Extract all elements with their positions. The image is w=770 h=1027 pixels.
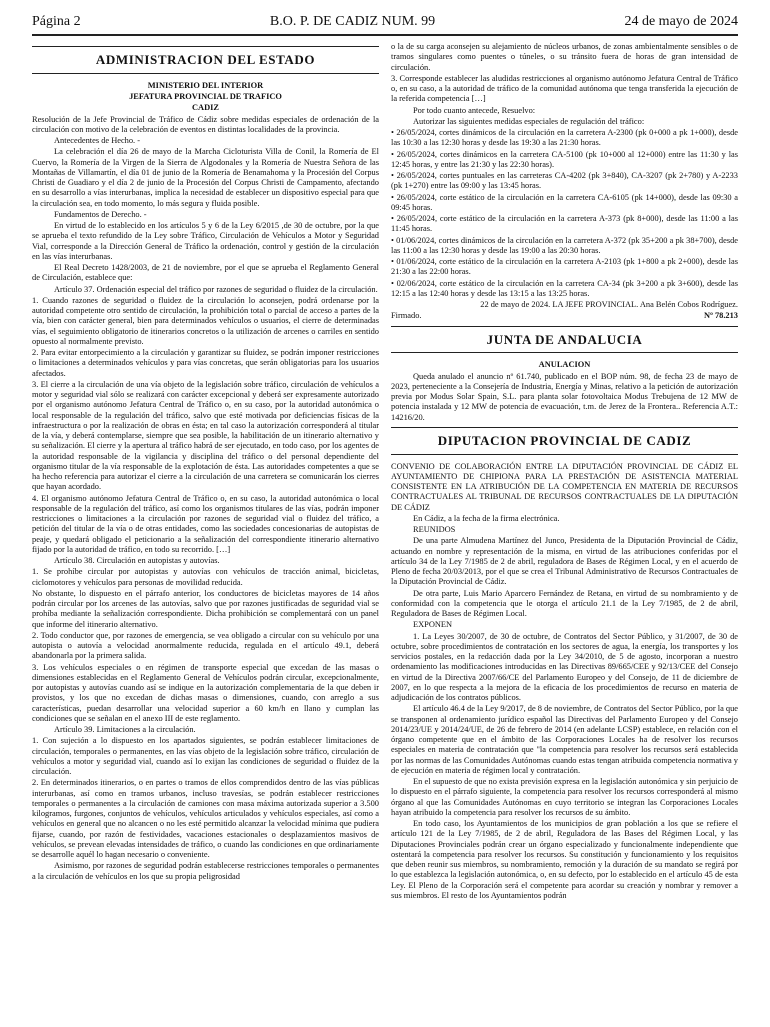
- paragraph: 1. La Leyes 30/2007, de 30 de octubre, de Contratos del Sector Público, y 31/2007, de 30 de octubre, sobre procedimientos de contratación en los sectores de agua, la energía, los transportes y los servicios postales, en la redacción dada por la Ley 34/2010, de 5 de agosto, incorporan a nuestro ordenamiento las modificaciones introducidas en las Directivas 89/665/CEE y 92/13/CEE del Consejo en virtud de la Directiva 2007/66/CE del Parlamento Europeo y del Consejo, de 11 de diciembre de 2007, en lo que respecta a la mejora de la eficacia de los procedimientos de recurso en materia de adjudicación de los contratos públicos.: [391, 631, 738, 703]
- list-item: • 01/06/2024, corte estático de la circulación en la carretera A-2103 (pk 1+800 a pk 2+000), desde las 21:30 a las 22:00 horas.: [391, 257, 738, 277]
- announcement-number: Nº 78.213: [704, 311, 738, 321]
- list-item: • 01/06/2024, cortes dinámicos de la circulación en la carretera A-372 (pk 35+200 a pk 38+700), desde las 11:00 a las 12:30 horas y desde las 19:00 a las 20:30 horas.: [391, 235, 738, 255]
- paragraph: En todo caso, los Ayuntamientos de los municipios de gran población a los que se refiere el artículo 121 de la Ley 7/1985, de 2 de abril, Reguladora de las Bases del Régimen Local, y las Diputaciones Provinciales podrán crear un órgano especializado y funcionalmente independiente que ostentará la competencia para resolver los recursos. Su constitución y funcionamiento y los requisitos que deben reunir sus miembros, su nombramiento, remoción y la duración de su mandato se regirá por lo que establezca la legislación autonómica, o, en su defecto, por lo establecido en el artículo 45 de esta Ley. El Pleno de la Corporación será el competente para acordar su creación y nombrar y remover a sus miembros. El resto de los Ayuntamientos podrán: [391, 819, 738, 900]
- paragraph: 3. Los vehículos especiales o en régimen de transporte especial que excedan de las masas o dimensiones establecidas en el Reglamento General de Vehículos podrán circular, excepcionalmente, por autopistas y autovías cuando así se indique en la autorización complementaria de la que deben ir provistos, y los que no excedan de dichas masas o dimensiones, cuando, con arreglo a sus características, puedan desarrollar una velocidad superior a 60 km/h en llano y cumplan las condiciones que se señalan en el anexo III de este reglamento.: [32, 662, 379, 723]
- paragraph: Resolución de la Jefe Provincial de Tráfico de Cádiz sobre medidas especiales de ordenación de la circulación con motivo de la celebración de eventos en distintas localidades de la provincia.: [32, 114, 379, 134]
- publication-date: 24 de mayo de 2024: [624, 14, 738, 29]
- list-item: • 02/06/2024, corte estático de la circulación en la carretera CA-34 (pk 3+200 a pk 3+600), desde las 12:15 a las 12:40 horas y desde las 13:15 a las 13:25 horas.: [391, 278, 738, 298]
- page-number: Página 2: [32, 14, 81, 29]
- paragraph: Artículo 38. Circulación en autopistas y autovías.: [54, 556, 220, 566]
- paragraph: El Real Decreto 1428/2003, de 21 de noviembre, por el que se aprueba el Reglamento General de Circulación, establece que:: [32, 263, 379, 283]
- page-header: [32, 14, 738, 36]
- paragraph: El artículo 46.4 de la Ley 9/2017, de 8 de noviembre, de Contratos del Sector Público, por la que se transponen al ordenamiento jurídico español las Directivas del Parlamento Europeo y del Consejo 2014/23/UE y 2014/24/UE, de 26 de febrero de 2014 (en adelante LCSP) establece, en relación con el órgano competente que en el ámbito de las Corporaciones Locales ha de resolver los recursos especiales en materia de contratación que "la competencia para resolver los recursos será establecida por las normas de las Comunidades Autónomas cuando estas tengan atribuida competencia normativa y de ejecución en materia de régimen local y contratación.: [391, 704, 738, 775]
- paragraph: 1. Cuando razones de seguridad o fluidez de la circulación lo aconsejen, podrá ordenarse por la autoridad competente otro sentido de circulación, la prohibición total o parcial de acceso a partes de la vía, bien con carácter general, bien para determinados vehículos o usuarios, el cierre de determinadas vías, el seguimiento obligatorio de itinerarios concretos o la utilización de arcenes o carriles en sentido opuesto al normalmente previsto.: [32, 295, 379, 346]
- paragraph: No obstante, lo dispuesto en el párrafo anterior, los conductores de bicicletas mayores de 14 años podrán circular por los arcenes de las autovías, salvo que por razones justificadas de seguridad vial se prohíba mediante la señalización correspondiente. Dicha prohibición se complementará con un panel que informe del itinerario alternativo.: [32, 588, 379, 629]
- list-item: • 26/05/2024, corte estático de la circulación en la carretera CA-6105 (pk 14+000), desde las 09:30 a 09:45 horas.: [391, 192, 738, 212]
- paragraph: Autorizar las siguientes medidas especiales de regulación del tráfico:: [413, 116, 645, 126]
- paragraph: Fundamentos de Derecho. -: [54, 209, 147, 219]
- paragraph: 3. El cierre a la circulación de una vía objeto de la legislación sobre tráfico, circulación de vehículos a motor y seguridad vial sólo se realizará con carácter excepcional y deberá ser expresamente autorizado por el organismo autónomo Jefatura Central de Tráfico o, en su caso, por la autoridad autonómica o local responsable de la regulación del tráfico, salvo que esté motivada por deficiencias físicas de la infraestructura o por la realización de obras en ésta; en tal caso la autorización corresponderá al titular de la vía, y deberá contemplarse, siempre que sea posible, la habilitación de un itinerario alternativo y su señalización. El cierre y la apertura al tráfico habrá de ser ejecutado, en todo caso, por los agentes de la autoridad responsable de la vigilancia y disciplina del tráfico o del personal dependiente del organismo titular de la vía responsable de la explotación de ésta. Las autoridades competentes a que se ha hecho referencia para autorizar el cierre a la circulación de una carretera se comunicarán los cierres que hayan acordado.: [32, 379, 379, 492]
- paragraph: Artículo 39. Limitaciones a la circulación.: [54, 725, 196, 735]
- org-ministerio: MINISTERIO DEL INTERIOR: [147, 80, 264, 90]
- section-title-administracion: ADMINISTRACION DEL ESTADO: [32, 46, 379, 74]
- right-column: [391, 42, 738, 1027]
- anulacion-heading: ANULACION: [538, 360, 591, 370]
- list-item: • 26/05/2024, cortes dinámicos en la carretera CA-5100 (pk 10+000 al 12+000) entre las 11:30 y las 12:45 horas, y entre las 21:30 y las 22:30 horas).: [391, 149, 738, 169]
- org-cadiz: CADIZ: [192, 103, 219, 113]
- section-title-junta: JUNTA DE ANDALUCIA: [391, 326, 738, 354]
- paragraph: Queda anulado el anuncio nº 61.740, publicado en el BOP núm. 98, de fecha 23 de mayo de 2023, perteneciente a la Consejería de Industria, Energía y Minas, relativo a la petición de autorización previa por Modus Solar Spain, S.L. para planta solar fotovoltaica Modus Trebujena de 12 MW de potencia instalada y 12 MW de potencia de evacuación, t.m. de Jerez de la Frontera.. Referencia A.T.: 14216/20.: [391, 371, 738, 422]
- left-column: [32, 42, 379, 1027]
- paragraph: REUNIDOS: [413, 525, 456, 535]
- paragraph: 1. Con sujeción a lo dispuesto en los apartados siguientes, se podrán establecer limitaciones de circulación, temporales o permanentes, en las vías objeto de la legislación sobre tráfico, circulación de vehículos a motor y seguridad vial, cuando así lo exijan las condiciones de seguridad o fluidez de la circulación.: [32, 736, 379, 777]
- paragraph: 1. Se prohíbe circular por autopistas y autovías con vehículos de tracción animal, bicicletas, ciclomotores y vehículos para personas de movilidad reducida.: [32, 567, 379, 587]
- paragraph: De otra parte, Luis Mario Aparcero Fernández de Retana, en virtud de su nombramiento y de conformidad con la competencia que le otorga el artículo 21.1 de la Ley 7/1985, de 2 de abril, Reguladora de Bases de Régimen Local.: [391, 588, 738, 619]
- section-title-diputacion: DIPUTACION PROVINCIAL DE CADIZ: [391, 427, 738, 455]
- paragraph: De una parte Almudena Martínez del Junco, Presidenta de la Diputación Provincial de Cádiz, actuando en nombre y representación de la misma, en virtud de las atribuciones conferidas por el artículo 34 de la Ley 7/1985 de 2 de abril, reguladora de Bases de Régimen Local, y en el acuerdo de Pleno de fecha 20/03/2013, por el que se crea el Tribunal Administrativo de Recursos Contractuales de la Diputación Provincial de Cádiz.: [391, 536, 738, 587]
- paragraph: Antecedentes de Hecho. -: [54, 136, 141, 146]
- paragraph: o la de su carga aconsejen su alejamiento de núcleos urbanos, de zonas ambientalmente sensibles o de tramos singulares como puentes o túneles, o su tránsito fuera de horas de gran intensidad de circulación.: [391, 42, 738, 72]
- publication-name: B.O. P. DE CADIZ NUM. 99: [269, 14, 436, 29]
- paragraph: Asimismo, por razones de seguridad podrán establecerse restricciones temporales o permanentes a la circulación de vehículos en los que su propia peligrosidad: [32, 861, 379, 881]
- paragraph: 3. Corresponde establecer las aludidas restricciones al organismo autónomo Jefatura Central de Tráfico o, en su caso, a la autoridad de tráfico de la comunidad autónoma que tenga transferida la ejecución de la referida competencia […]: [391, 73, 738, 104]
- list-item: • 26/05/2024, cortes dinámicos de la circulación en la carretera A-2300 (pk 0+000 a pk 1+000), desde las 10:30 a las 12:30 horas y desde las 19:30 a las 21:30 horas.: [391, 128, 738, 148]
- paragraph: EXPONEN: [413, 620, 453, 630]
- paragraph: 2. En determinados itinerarios, o en partes o tramos de ellos comprendidos dentro de las vías públicas interurbanas, así como en tramos urbanos, incluso travesías, se podrán establecer restricciones temporales o permanentes a la circulación de camiones con masa máxima autorizada superior a 3.500 kilogramos, furgones, conjuntos de vehículos, vehículos articulados y vehículos especiales, así como a vehículos en general que no alcancen o no les esté permitido alcanzar la velocidad mínima que pudiera fijarse, cuando, por razón de festividades, vacaciones estacionales o desplazamientos masivos de vehículos, se prevean elevadas intensidades de tráfico, o cuando las condiciones en que ordinariamente se desarrolle aquél lo hagan necesario o conveniente.: [32, 778, 379, 860]
- paragraph: 2. Todo conductor que, por razones de emergencia, se vea obligado a circular con su vehículo por una autopista o autovía a velocidad anormalmente reducida, regulada en el artículo 49.1, deberá abandonarla por la primera salida.: [32, 630, 379, 661]
- paragraph: 2. Para evitar entorpecimiento a la circulación y garantizar su fluidez, se podrán imponer restricciones o limitaciones a determinados vehículos y para vías concretas, que serán obligatorias para los usuarios afectados.: [32, 348, 379, 378]
- paragraph: 4. El organismo autónomo Jefatura Central de Tráfico o, en su caso, la autoridad autonómica o local responsable de la regulación del tráfico, así como los organismos titulares de las vías, podrán imponer restricciones o limitaciones a la circulación por razones de seguridad vial o fluidez del tráfico, a petición del titular de la vía o de otras entidades, como las sociedades concesionarias de autopistas de peaje, y quedará obligado el peticionario a la señalización del correspondiente itinerario alternativo fijado por la autoridad de tráfico, en todo su recorrido. […]: [32, 493, 379, 554]
- firmado-label: Firmado.: [391, 311, 422, 321]
- paragraph: En Cádiz, a la fecha de la firma electrónica.: [413, 513, 560, 523]
- paragraph: En virtud de lo establecido en los artículos 5 y 6 de la Ley 6/2015 ,de 30 de octubre, por la que se aprueba el texto refundido de la Ley sobre Tráfico, Circulación de Vehículos a Motor y Seguridad Vial, corresponde a la Dirección General de Tráfico la ordenación, control y gestión de la circulación en las vías interurbanas.: [32, 221, 379, 261]
- convenio-title: CONVENIO DE COLABORACIÓN ENTRE LA DIPUTACIÓN PROVINCIAL DE CÁDIZ EL AYUNTAMIENTO DE CHIPIONA PARA LA PRESTACIÓN DE ASISTENCIA MATERIAL CONSISTENTE EN LA ATRIBUCIÓN DE LA COMPETENCIA EN MATERIA DE RECURSOS CONTRACTUALES AL TRIBUNAL DE RECURSOS CONTRACTUALES DE LA DIPUTACIÓN DE CÁDIZ: [391, 461, 738, 512]
- signature-row: [391, 311, 738, 321]
- columns: [32, 42, 738, 1027]
- list-item: • 26/05/2024, corte estático de la circulación en la carretera A-373 (pk 8+000), desde las 11:00 a las 11:45 horas.: [391, 214, 738, 234]
- list-item: • 26/05/2024, cortes puntuales en las carreteras CA-4202 (pk 3+840), CA-3207 (pk 2+780) y A-2233 (pk 1+270) entre las 09:00 y las 13:45 horas.: [391, 171, 738, 191]
- signature-line: 22 de mayo de 2024. LA JEFE PROVINCIAL. Ana Belén Cobos Rodríguez.: [480, 300, 738, 309]
- paragraph: La celebración el día 26 de mayo de la Marcha Cicloturista Villa de Conil, la Romería de El Cuervo, la Romería de la Virgen de la Sierra de Algodonales y la Romería de Nuestra Señora de las Montañas de Villamartín, el día 01 de junio de la Romería de Benamahoma y la Procesión del Corpus Christi de Guadiaro y el día 2 de junio de la Procesión del Corpus Christi de Campamento, afectando en su desarrollo a vías interurbanas, implica la necesidad de establecer un dispositivo especial para que la circulación sea, en todo momento, lo más segura y fluida posible.: [32, 147, 379, 208]
- paragraph: Por todo cuanto antecede, Resuelvo:: [413, 105, 536, 115]
- paragraph: Artículo 37. Ordenación especial del tráfico por razones de seguridad o fluidez de la circulación.: [54, 284, 378, 294]
- paragraph: En el supuesto de que no exista previsión expresa en la legislación autonómica y sin perjuicio de lo dispuesto en el párrafo siguiente, la competencia para resolver los recursos corresponderá al mismo órgano al que las Comunidades Autónomas en cuyo territorio se integran las Corporaciones Locales hayan atribuido la competencia para resolver los recursos de su ámbito.: [391, 777, 738, 817]
- org-jefatura: JEFATURA PROVINCIAL DE TRAFICO: [129, 92, 282, 102]
